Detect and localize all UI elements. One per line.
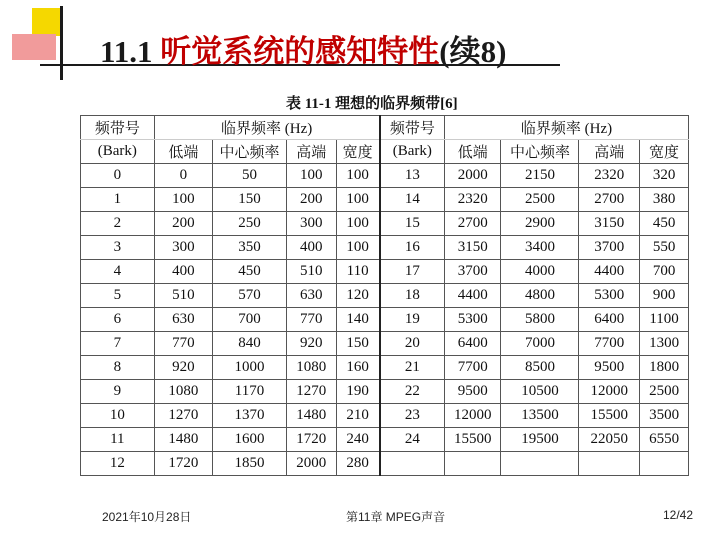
header-low: 低端: [154, 140, 213, 164]
cell-high: 12000: [579, 380, 640, 404]
table-header-row-1: [81, 116, 689, 140]
cell-width: [640, 452, 689, 476]
footer-chapter: 第11章 MPEG声音: [346, 510, 446, 524]
cell-width: 110: [336, 260, 379, 284]
cell-center: 8500: [501, 356, 579, 380]
cell-center: 4800: [501, 284, 579, 308]
cell-high: 200: [286, 188, 336, 212]
cell-width: 100: [336, 236, 379, 260]
cell-bark: 21: [380, 356, 445, 380]
cell-bark: 17: [380, 260, 445, 284]
cell-center: 1170: [213, 380, 287, 404]
cell-high: 3700: [579, 236, 640, 260]
header-high: 高端: [286, 140, 336, 164]
cell-low: 510: [154, 284, 213, 308]
cell-high: 770: [286, 308, 336, 332]
cell-low: 770: [154, 332, 213, 356]
cell-bark: 2: [81, 212, 155, 236]
cell-bark: 15: [380, 212, 445, 236]
cell-center: 4000: [501, 260, 579, 284]
cell-low: 3700: [445, 260, 501, 284]
slide-title: [100, 26, 506, 71]
cell-high: 6400: [579, 308, 640, 332]
header-width: 宽度: [640, 140, 689, 164]
cell-bark: 23: [380, 404, 445, 428]
cell-high: [579, 452, 640, 476]
cell-low: 1720: [154, 452, 213, 476]
cell-bark: 19: [380, 308, 445, 332]
cell-low: 2700: [445, 212, 501, 236]
cell-width: 160: [336, 356, 379, 380]
cell-low: 100: [154, 188, 213, 212]
table-row: [81, 188, 689, 212]
header-critical-frequency: 临界频率 (Hz): [445, 116, 689, 140]
cell-width: 1300: [640, 332, 689, 356]
cell-width: 150: [336, 332, 379, 356]
cell-width: 210: [336, 404, 379, 428]
cell-high: 7700: [579, 332, 640, 356]
cell-width: 100: [336, 164, 379, 188]
cell-bark: 7: [81, 332, 155, 356]
cell-high: 1720: [286, 428, 336, 452]
cell-low: 630: [154, 308, 213, 332]
cell-high: 2000: [286, 452, 336, 476]
cell-center: 3400: [501, 236, 579, 260]
cell-high: 5300: [579, 284, 640, 308]
table-row: [81, 260, 689, 284]
cell-low: [445, 452, 501, 476]
title-text: 听觉系统的感知特性: [160, 34, 440, 69]
cell-low: 0: [154, 164, 213, 188]
cell-center: 19500: [501, 428, 579, 452]
cell-bark: 5: [81, 284, 155, 308]
cell-high: 100: [286, 164, 336, 188]
footer-date: 2021年10月28日: [102, 510, 192, 524]
cell-center: 1000: [213, 356, 287, 380]
cell-bark: 3: [81, 236, 155, 260]
cell-width: 3500: [640, 404, 689, 428]
cell-center: 570: [213, 284, 287, 308]
cell-low: 7700: [445, 356, 501, 380]
header-bark: (Bark): [380, 140, 445, 164]
cell-center: 10500: [501, 380, 579, 404]
cell-center: [501, 452, 579, 476]
table-row: [81, 428, 689, 452]
cell-low: 3150: [445, 236, 501, 260]
cell-low: 2000: [445, 164, 501, 188]
cell-bark: 8: [81, 356, 155, 380]
cell-width: 120: [336, 284, 379, 308]
cell-bark: 24: [380, 428, 445, 452]
cell-center: 840: [213, 332, 287, 356]
cell-width: 2500: [640, 380, 689, 404]
header-band-number: 频带号: [380, 116, 445, 140]
cell-high: 1480: [286, 404, 336, 428]
cell-bark: 6: [81, 308, 155, 332]
header-center: 中心频率: [213, 140, 287, 164]
table-row: [81, 284, 689, 308]
table-header-row-2: [81, 140, 689, 164]
table-row: [81, 212, 689, 236]
title-number: 11.1: [100, 34, 161, 69]
cell-low: 300: [154, 236, 213, 260]
critical-band-table-container: [80, 115, 689, 488]
header-width: 宽度: [336, 140, 379, 164]
cell-center: 450: [213, 260, 287, 284]
cell-width: 1100: [640, 308, 689, 332]
cell-low: 1080: [154, 380, 213, 404]
cell-center: 250: [213, 212, 287, 236]
table-row: [81, 332, 689, 356]
cell-high: 1080: [286, 356, 336, 380]
cell-center: 7000: [501, 332, 579, 356]
cell-high: 22050: [579, 428, 640, 452]
cell-bark: 9: [81, 380, 155, 404]
cell-width: 380: [640, 188, 689, 212]
cell-center: 150: [213, 188, 287, 212]
cell-width: 190: [336, 380, 379, 404]
cell-width: 6550: [640, 428, 689, 452]
cell-low: 400: [154, 260, 213, 284]
cell-width: 100: [336, 188, 379, 212]
cell-bark: 20: [380, 332, 445, 356]
cell-width: 1800: [640, 356, 689, 380]
cell-low: 12000: [445, 404, 501, 428]
cell-low: 200: [154, 212, 213, 236]
cell-width: 550: [640, 236, 689, 260]
cell-bark: 1: [81, 188, 155, 212]
table-caption: 表 11-1 理想的临界频带[6]: [286, 96, 458, 112]
cell-high: 4400: [579, 260, 640, 284]
table-row: [81, 164, 689, 188]
cell-width: 450: [640, 212, 689, 236]
cell-high: 1270: [286, 380, 336, 404]
cell-low: 2320: [445, 188, 501, 212]
cell-center: 2150: [501, 164, 579, 188]
header-band-number: 频带号: [81, 116, 155, 140]
cell-high: 300: [286, 212, 336, 236]
table-row: [81, 380, 689, 404]
cell-width: 240: [336, 428, 379, 452]
table-row: [81, 236, 689, 260]
table-row: [81, 356, 689, 380]
cell-width: 900: [640, 284, 689, 308]
cell-high: 15500: [579, 404, 640, 428]
cell-low: 920: [154, 356, 213, 380]
cell-low: 6400: [445, 332, 501, 356]
header-critical-frequency: 临界频率 (Hz): [154, 116, 379, 140]
cell-low: 4400: [445, 284, 501, 308]
cell-bark: 16: [380, 236, 445, 260]
cell-bark: 14: [380, 188, 445, 212]
cell-center: 700: [213, 308, 287, 332]
cell-center: 5800: [501, 308, 579, 332]
header-high: 高端: [579, 140, 640, 164]
header-low: 低端: [445, 140, 501, 164]
cell-high: 3150: [579, 212, 640, 236]
cell-low: 1270: [154, 404, 213, 428]
table-row: [81, 404, 689, 428]
cell-center: 350: [213, 236, 287, 260]
cell-high: 2700: [579, 188, 640, 212]
cell-center: 1850: [213, 452, 287, 476]
cell-bark: 0: [81, 164, 155, 188]
cell-bark: 13: [380, 164, 445, 188]
cell-width: 280: [336, 452, 379, 476]
table-row: [81, 308, 689, 332]
decorative-red-block: [12, 34, 56, 60]
cell-bark: 11: [81, 428, 155, 452]
cell-bark: 4: [81, 260, 155, 284]
cell-center: 2500: [501, 188, 579, 212]
cell-low: 15500: [445, 428, 501, 452]
cell-center: 50: [213, 164, 287, 188]
decorative-yellow-square: [32, 8, 60, 36]
cell-high: 2320: [579, 164, 640, 188]
cell-low: 5300: [445, 308, 501, 332]
cell-high: 9500: [579, 356, 640, 380]
cell-bark: [380, 452, 445, 476]
critical-band-table: [80, 115, 689, 476]
cell-high: 920: [286, 332, 336, 356]
cell-high: 630: [286, 284, 336, 308]
cell-low: 9500: [445, 380, 501, 404]
header-center: 中心频率: [501, 140, 579, 164]
title-suffix: (续8): [439, 34, 507, 69]
cell-bark: 22: [380, 380, 445, 404]
cell-bark: 18: [380, 284, 445, 308]
cell-high: 400: [286, 236, 336, 260]
decorative-vertical-line: [60, 6, 63, 80]
header-bark: (Bark): [81, 140, 155, 164]
footer-page-number: 12/42: [663, 508, 694, 522]
cell-width: 320: [640, 164, 689, 188]
cell-center: 13500: [501, 404, 579, 428]
table-row: [81, 452, 689, 476]
cell-low: 1480: [154, 428, 213, 452]
cell-width: 700: [640, 260, 689, 284]
cell-bark: 12: [81, 452, 155, 476]
cell-width: 140: [336, 308, 379, 332]
cell-center: 2900: [501, 212, 579, 236]
cell-high: 510: [286, 260, 336, 284]
cell-width: 100: [336, 212, 379, 236]
cell-center: 1370: [213, 404, 287, 428]
cell-center: 1600: [213, 428, 287, 452]
cell-bark: 10: [81, 404, 155, 428]
